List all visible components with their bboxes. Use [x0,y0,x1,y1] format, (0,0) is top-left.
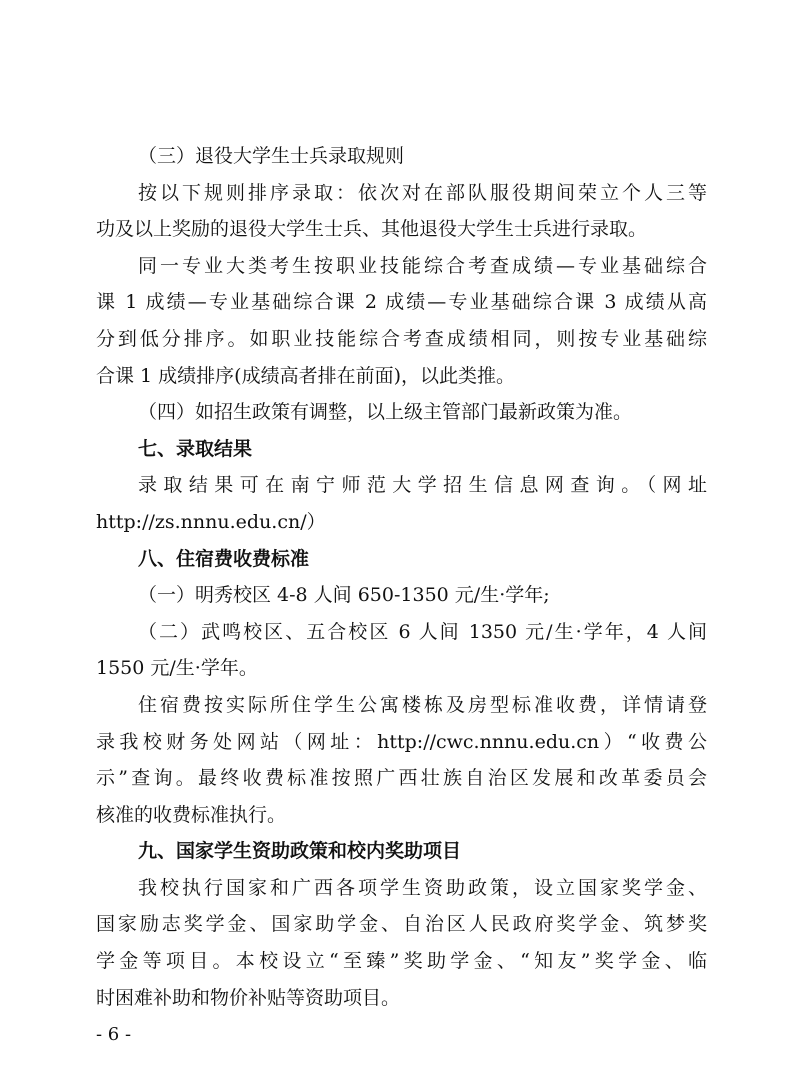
fee-item-wuming: （二）武鸣校区、五合校区 6 人间 1350 元/生·学年，4 人间 [138,620,707,643]
paragraph-line: 录取结果可在南宁师范大学招生信息网查询。（网址 [138,474,707,497]
paragraph-line: 核准的收费标准执行。 [96,803,287,826]
paragraph-line: 同一专业大类考生按职业技能综合考查成绩—专业基础综合 [138,254,707,277]
subheading-enrollment-rules: （三）退役大学生士兵录取规则 [138,145,405,167]
section-heading-accommodation-fees: 八、住宿费收费标准 [138,547,310,570]
paragraph-line: 分到低分排序。如职业技能综合考查成绩相同，则按专业基础综 [96,327,707,350]
section-heading-financial-aid: 九、国家学生资助政策和校内奖助项目 [138,840,462,863]
paragraph-line: 课 1 成绩—专业基础综合课 2 成绩—专业基础综合课 3 成绩从高 [96,291,707,314]
paragraph-line: 国家励志奖学金、国家助学金、自治区人民政府奖学金、筑梦奖 [96,913,707,936]
paragraph-line: 功及以上奖励的退役大学生士兵、其他退役大学生士兵进行录取。 [96,218,648,241]
paragraph-line: 学金等项目。本校设立“至臻”奖助学金、“知友”奖学金、临 [96,950,707,973]
policy-adjustment-line: （四）如招生政策有调整，以上级主管部门最新政策为准。 [138,401,633,424]
fee-item-mingxiu: （一）明秀校区 4-8 人间 650-1350 元/生·学年; [138,584,550,607]
paragraph-line: 按以下规则排序录取：依次对在部队服役期间荣立个人三等 [138,181,707,204]
section-heading-admission-results: 七、录取结果 [138,437,253,460]
paragraph-line: 时困难补助和物价补贴等资助项目。 [96,986,401,1009]
paragraph-line: 录我校财务处网站（网址：http://cwc.nnnu.edu.cn）“收费公 [96,730,707,753]
paragraph-line: 合课 1 成绩排序(成绩高者排在前面)，以此类推。 [96,364,515,387]
paragraph-line: 我校执行国家和广西各项学生资助政策，设立国家奖学金、 [138,876,707,899]
paragraph-line: 住宿费按实际所住学生公寓楼栋及房型标准收费，详情请登 [138,693,707,716]
document-page [96,138,707,1016]
page-number: - 6 - [96,1024,132,1045]
admission-url-line: http://zs.nnnu.edu.cn/） [96,510,326,533]
fee-item-wuming-cont: 1550 元/生·学年。 [96,657,258,680]
paragraph-line: 示”查询。最终收费标准按照广西壮族自治区发展和改革委员会 [96,767,707,790]
